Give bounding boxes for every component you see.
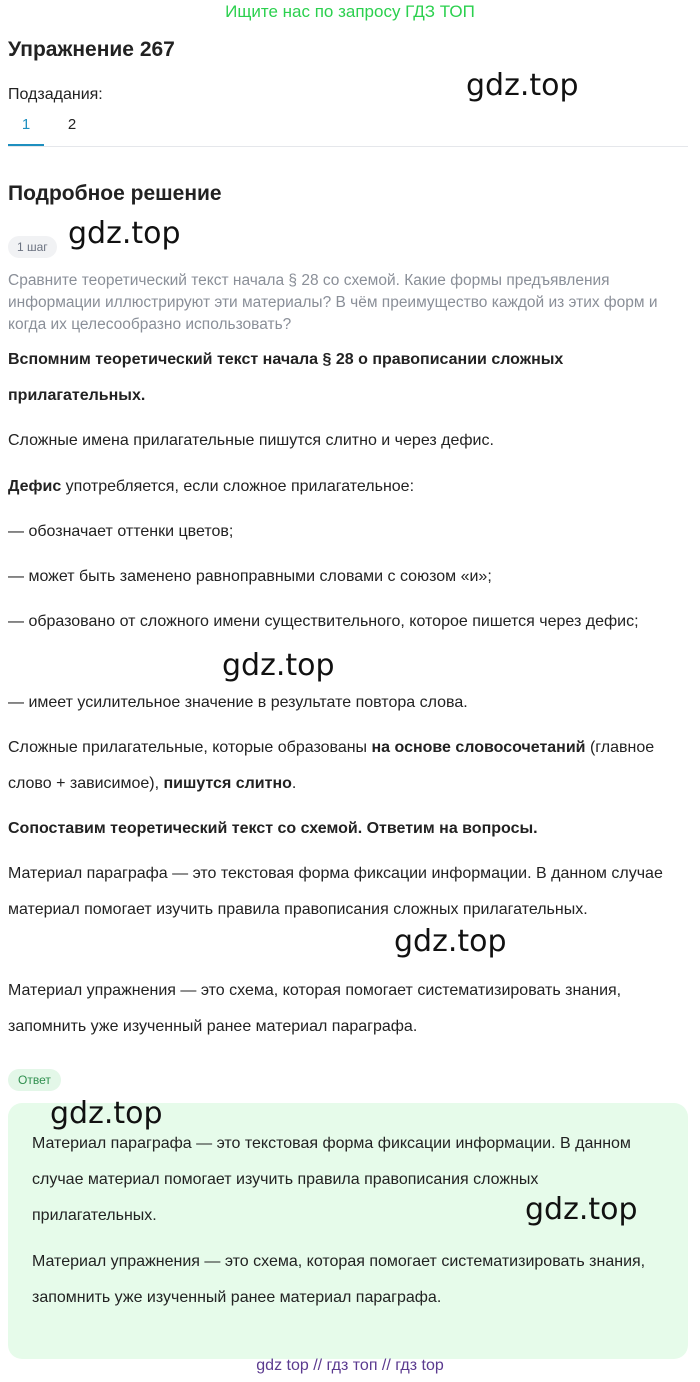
text: Сложные прилагательные, которые образованы	[8, 739, 372, 756]
top-banner[interactable]: Ищите нас по запросу ГДЗ ТОП	[225, 2, 475, 21]
footer-links[interactable]: gdz top // гдз топ // гдз top	[256, 1357, 444, 1374]
paragraph	[8, 469, 692, 505]
question-text: Сравните теоретический текст начала § 28 со схемой. Какие формы предъявления информации иллюстрируют эти материалы? В чём преимущество каждой из этих форм и когда их целесообразно использовать?	[8, 272, 658, 333]
solution-title: Подробное решение	[8, 182, 222, 205]
bold-text: Вспомним теоретический текст начала § 28 о правописании сложных прилагательных.	[8, 351, 564, 404]
tab-2[interactable]: 2	[67, 116, 77, 133]
bold-text: Сопоставим теоретический текст со схемой. Ответим на вопросы.	[8, 820, 538, 837]
paragraph: Сложные имена прилагательные пишутся слитно и через дефис.	[8, 432, 494, 449]
paragraph: — образовано от сложного имени существительного, которое пишется через дефис;	[8, 613, 639, 630]
paragraph: — может быть заменено равноправными словами с союзом «и»;	[8, 568, 492, 585]
paragraph: Материал упражнения — это схема, которая помогает систематизировать знания, запомнить уже изученный ранее материал параграфа.	[8, 982, 622, 1035]
watermark: gdz.top	[525, 1192, 638, 1227]
bold-text: пишутся слитно	[163, 775, 292, 792]
step-badge: 1 шаг	[8, 236, 57, 258]
watermark: gdz.top	[222, 648, 335, 683]
watermark: gdz.top	[394, 924, 507, 959]
watermark: gdz.top	[68, 216, 181, 251]
paragraph	[8, 342, 692, 414]
answer-badge: Ответ	[8, 1069, 61, 1091]
subtasks-label: Подзадания:	[8, 86, 103, 103]
paragraph: Материал параграфа — это текстовая форма фиксации информации. В данном случае материал помогает изучить правила правописания сложных прилагательных.	[8, 865, 663, 918]
text: (главное слово + зависимое),	[8, 739, 655, 792]
answer-paragraph: Материал параграфа — это текстовая форма фиксации информации. В данном случае материал помогает изучить правила правописания сложных прилагательных.	[32, 1135, 631, 1224]
paragraph: — имеет усилительное значение в результате повтора слова.	[8, 694, 468, 711]
paragraph	[8, 811, 692, 847]
watermark: gdz.top	[50, 1096, 163, 1131]
text: употребляется, если сложное прилагательное:	[61, 478, 415, 495]
subtask-tabs	[8, 116, 688, 147]
paragraph	[8, 730, 692, 802]
paragraph: — обозначает оттенки цветов;	[8, 523, 234, 540]
watermark: gdz.top	[466, 68, 579, 103]
answer-paragraph: Материал упражнения — это схема, которая помогает систематизировать знания, запомнить уже изученный ранее материал параграфа.	[32, 1253, 646, 1306]
text: .	[291, 775, 297, 792]
bold-text: Дефис	[8, 478, 62, 495]
exercise-title: Упражнение 267	[8, 38, 175, 61]
bold-text: на основе словосочетаний	[371, 739, 586, 756]
tab-1[interactable]: 1	[8, 116, 44, 146]
